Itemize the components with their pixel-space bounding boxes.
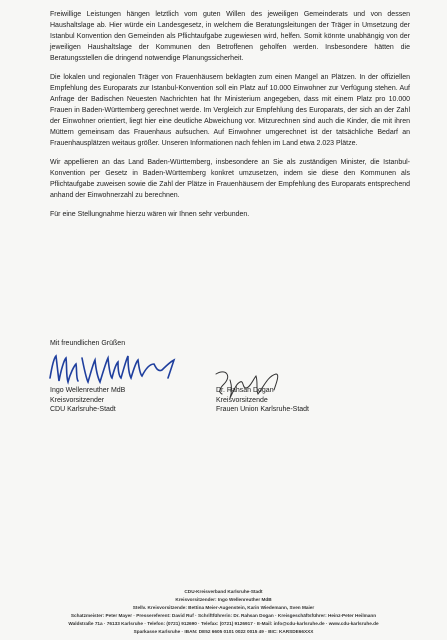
- footer-deputies: Stellv. Kreisvorsitzende: Bettina Meier-Augenstein, Karin Wiedemann, Sven Maier: [132, 605, 315, 611]
- signer-left-org: CDU Karlsruhe-Stadt: [50, 406, 116, 414]
- signer-left: [50, 386, 125, 415]
- footer-organization: CDU-Kreisverband Karlsruhe-Stadt: [184, 589, 263, 594]
- signer-right-role: Kreisvorsitzende: [216, 396, 268, 404]
- signature-left: [46, 348, 186, 390]
- signer-right: [216, 386, 309, 415]
- paragraph-shelter-places: Die lokalen und regionalen Träger von Frauenhäusern beklagten zum einen Mangel an Plätzen. In der offiziellen Empfehlung des Europarats zur Istanbul-Konvention soll ein Platz auf 10.000 Einwohner zur Verfügung stehen. Auf Anfrage der Badischen Neuesten Nachrichten hat Ihr Ministerium angegeben, dass mit einem Platz pro 10.000 Frauen in Baden-Württemberg gerechnet werde. Im Vergleich zur Empfehlung des Europarats, der sich an der Zahl der Einwohner orientiert, liegt hier eine deutliche Abweichung vor. Mitzurechnen sind auch die Kinder, die mit ihren Müttern gemeinsam das Frauenhaus aufsuchen. Auf Einwohner umgerechnet ist der tatsächliche Bedarf an Frauenhausplätzen weitaus größer. Unseren Informationen nach fehlen im Land etwa 2.023 Plätze.: [50, 74, 410, 147]
- footer-chairman: Kreisvorsitzender: Ingo Wellenreuther MdB: [175, 597, 272, 603]
- signer-right-org: Frauen Union Karlsruhe-Stadt: [216, 406, 309, 414]
- letterhead-footer: [0, 588, 447, 637]
- footer-bank: Sparkasse Karlsruhe · IBAN: DE52 6605 0101 0022 0015 49 · BIC: KARSDE66XXX: [133, 629, 314, 635]
- letter-body: [50, 10, 410, 231]
- footer-officers: Schatzmeister: Peter Mayer · Pressereferent: David Ruf · Schriftführerin: Dr. Rahsan Dogan · Kreisgeschäftsführer: Heinz-Peter Heilmann: [70, 613, 377, 619]
- footer-contact: Waldstraße 71a · 76133 Karlsruhe · Telefon: (0721) 912690 · Telefax: (0721) 9126917 · E-Mail: info@cdu-karlsruhe.de · www.cdu-karlsruhe.de: [68, 621, 379, 627]
- signer-left-role: Kreisvorsitzender: [50, 396, 105, 404]
- signer-right-name: Dr. Rahsan Dogan: [216, 387, 274, 394]
- signature-area: [50, 340, 410, 420]
- paragraph-request: Für eine Stellungnahme hierzu wären wir Ihnen sehr verbunden.: [50, 211, 250, 219]
- paragraph-funding: Freiwillige Leistungen hängen letztlich vom guten Willen des jeweiligen Gemeinderats und von dessen Haushaltslage ab. Hier würde ein Landesgesetz, in welchem die Beratungsleitungen der Träger in Umsetzung der Istanbul Konvention den Gemeinden als Pflichtaufgabe zugewiesen wird, helfen. Somit könnte unabhängig von der jeweiligen Haushaltslage der Kommunen den Betroffenen geholfen werden. Insbesondere hätten die Beratungsstellen die dringend notwendige Planungssicherheit.: [50, 11, 410, 62]
- closing-greeting: Mit freundlichen Grüßen: [50, 340, 126, 347]
- signer-left-name: Ingo Wellenreuther MdB: [50, 387, 126, 394]
- paragraph-appeal: Wir appellieren an das Land Baden-Württemberg, insbesondere an Sie als zuständigen Minister, die Istanbul-Konvention per Gesetz in Baden-Württemberg konkret umzusetzen, indem sie diese den Kommunen als Pflichtaufgabe zuweisen sowie die Zahl der Plätze in Frauenhäusern der Empfehlung des Europarats entsprechend anhand der Einwohnerzahl zu berechnen.: [50, 159, 410, 199]
